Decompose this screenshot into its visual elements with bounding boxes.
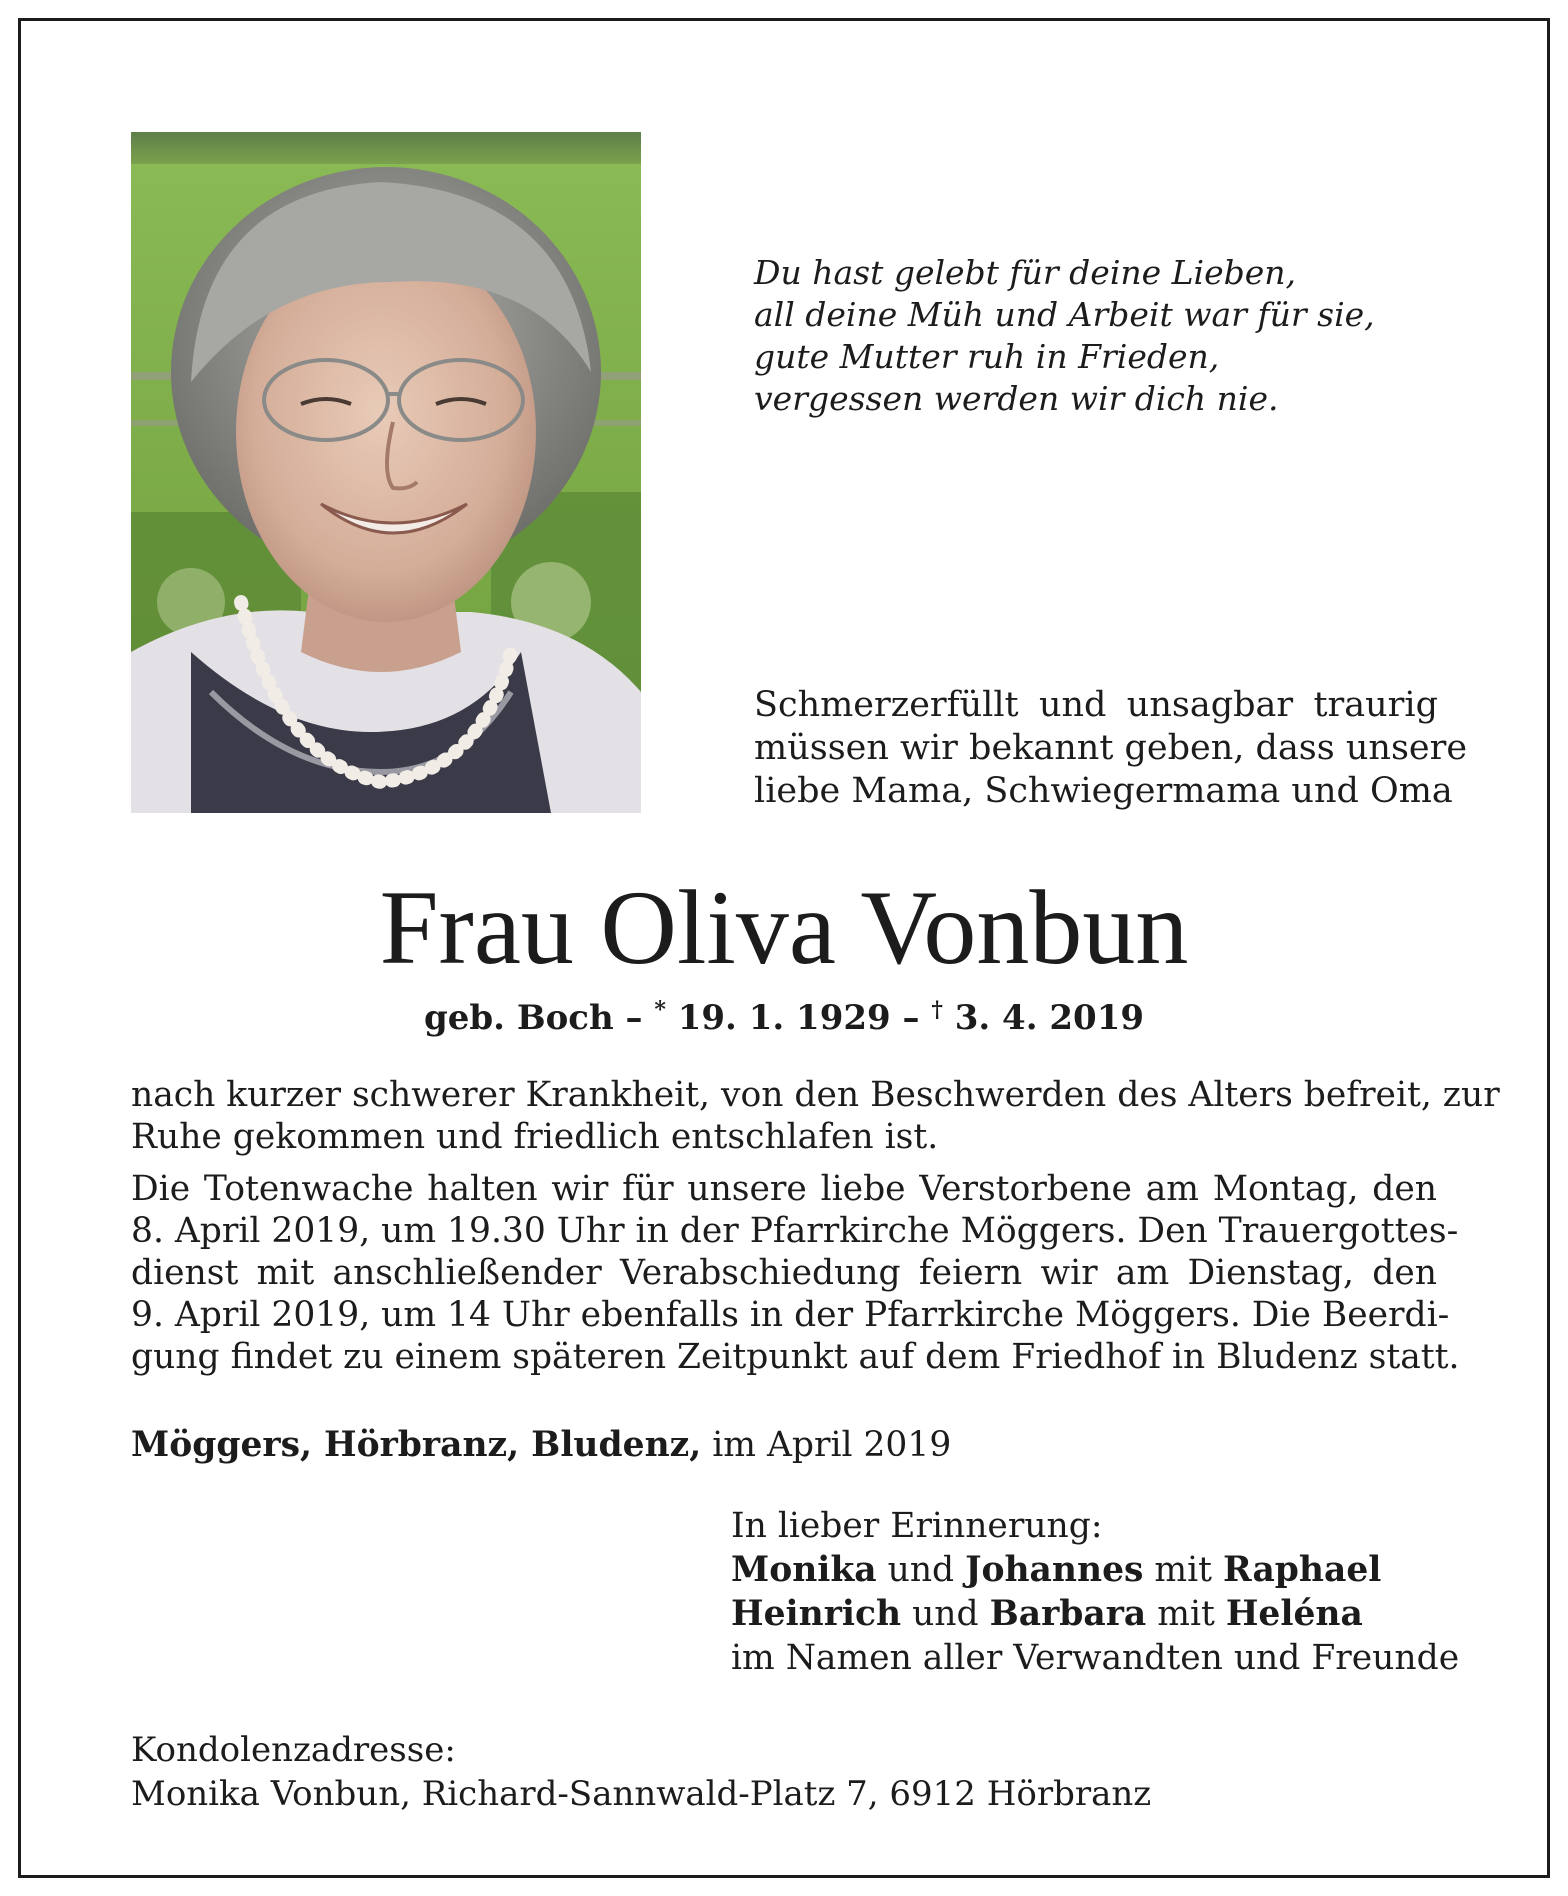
paragraph-line: nach kurzer schwerer Krankheit, von den Beschwerden des Alters befreit, zur bbox=[131, 1075, 1500, 1115]
connector: und bbox=[876, 1550, 966, 1590]
paragraph-line: 8. April 2019, um 19.30 Uhr in der Pfarrkirche Möggers. Den Trauergottes- bbox=[131, 1211, 1459, 1251]
mourner-name: Raphael bbox=[1222, 1550, 1382, 1590]
birth-date: 19. 1. 1929 – bbox=[677, 998, 920, 1038]
address-label: Kondolenzadresse: bbox=[131, 1730, 456, 1770]
mourner-name: Heinrich bbox=[731, 1594, 902, 1634]
mourners-line-1 bbox=[731, 1548, 1451, 1592]
mourner-name: Johannes bbox=[965, 1550, 1144, 1590]
death-symbol: † bbox=[931, 997, 943, 1023]
poem-line: Du hast gelebt für deine Lieben, bbox=[754, 253, 1297, 292]
connector: und bbox=[901, 1594, 990, 1634]
paragraph-line: 9. April 2019, um 14 Uhr ebenfalls in der Pfarrkirche Möggers. Die Beerdi- bbox=[131, 1295, 1450, 1335]
poem-line: gute Mutter ruh in Frieden, bbox=[754, 337, 1220, 376]
intro-line: Schmerzerfüllt und unsagbar traurig bbox=[754, 685, 1438, 725]
intro-line: müssen wir bekannt geben, dass unsere bbox=[754, 728, 1468, 768]
place-date: im April 2019 bbox=[701, 1425, 952, 1465]
poem-line: vergessen werden wir dich nie. bbox=[754, 379, 1279, 418]
birth-symbol: * bbox=[654, 997, 666, 1023]
deceased-name: Frau Oliva Vonbun bbox=[379, 869, 1189, 986]
connector: mit bbox=[1143, 1550, 1223, 1590]
memory-closing: im Namen aller Verwandten und Freunde bbox=[731, 1638, 1460, 1678]
intro-line: liebe Mama, Schwiegermama und Oma bbox=[754, 771, 1453, 811]
paragraph-line: Die Totenwache halten wir für unsere liebe Verstorbene am Montag, den bbox=[131, 1169, 1437, 1209]
mourner-name: Barbara bbox=[989, 1594, 1147, 1634]
paragraph-line: gung findet zu einem späteren Zeitpunkt auf dem Friedhof in Bludenz statt. bbox=[131, 1337, 1460, 1377]
poem-line: all deine Müh und Arbeit war für sie, bbox=[754, 295, 1375, 334]
paragraph-passing bbox=[131, 1074, 1500, 1158]
paragraph-services bbox=[131, 1168, 1460, 1378]
mourner-name: Monika bbox=[731, 1550, 877, 1590]
maiden-name: geb. Boch – bbox=[423, 998, 643, 1038]
condolence-address bbox=[131, 1728, 1151, 1816]
address-value: Monika Vonbun, Richard-Sannwald-Platz 7, 6912 Hörbranz bbox=[131, 1774, 1152, 1814]
paragraph-line: Ruhe gekommen und friedlich entschlafen ist. bbox=[131, 1117, 939, 1157]
place-and-date bbox=[131, 1424, 951, 1466]
death-date: 3. 4. 2019 bbox=[954, 998, 1145, 1038]
connector: mit bbox=[1146, 1594, 1226, 1634]
place-towns: Möggers, Hörbranz, Bludenz, bbox=[131, 1425, 702, 1465]
paragraph-line: dienst mit anschließender Verabschiedung feiern wir am Dienstag, den bbox=[131, 1253, 1437, 1293]
life-dates bbox=[131, 988, 1437, 1040]
portrait-photo bbox=[131, 132, 641, 813]
mourner-name: Heléna bbox=[1225, 1594, 1363, 1634]
memory-heading: In lieber Erinnerung: bbox=[731, 1506, 1103, 1546]
announcement-intro bbox=[754, 684, 1468, 813]
memorial-poem bbox=[754, 252, 1454, 420]
in-memory-block bbox=[731, 1504, 1460, 1680]
mourners-line-2 bbox=[731, 1592, 1451, 1636]
